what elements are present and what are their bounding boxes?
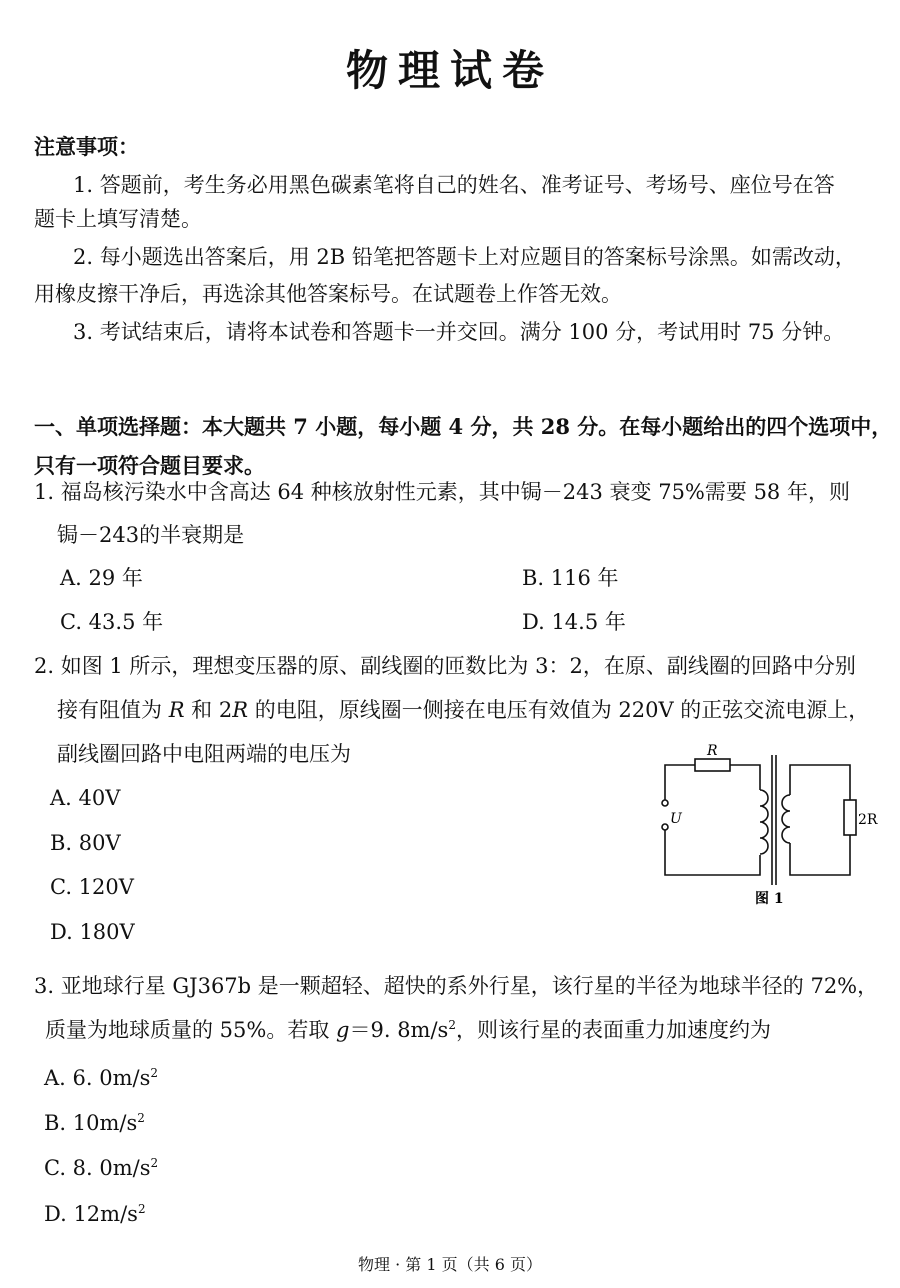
q3-option-c [44,1154,158,1182]
q3-option-b [44,1109,145,1137]
q3-stem-line-1: 3. 亚地球行星 GJ367b 是一颗超轻、超快的系外行星，该行星的半径为地球半径的 72%， [34,974,879,998]
q2-stem-line-3: 副线圈回路中电阻两端的电压为 [57,742,351,766]
q2-line-2-part-c: 的电阻，原线圈一侧接在电压有效值为 220V 的正弦交流电源上， [248,698,870,722]
q3-option-a-sup: 2 [150,1066,158,1080]
q2-stem-line-1: 2. 如图 1 所示，理想变压器的原、副线圈的匝数比为 3：2，在原、副线圈的回路中分别 [34,654,856,678]
q3-option-d [44,1200,146,1228]
note-1-line-1: 1. 答题前，考生务必用黑色碳素笔将自己的姓名、准考证号、考场号、座位号在答 [73,173,835,197]
q3-option-d-text: D. 12m/s [44,1202,138,1226]
section-1-heading-line-1: 一、单项选择题：本大题共 7 小题，每小题 4 分，共 28 分。在每小题给出的四个选项中， [34,414,893,439]
q2-line-2-part-b: 和 2 [184,698,233,722]
q1-option-b: B. 116 年 [522,566,619,590]
q2-option-b: B. 80V [50,831,121,855]
section-1-heading-line-2: 只有一项符合题目要求。 [34,453,265,478]
q3-line-2-part-b: ＝9. 8m/s [349,1018,449,1042]
q3-option-b-text: B. 10m/s [44,1111,138,1135]
note-2-line-2: 用橡皮擦干净后，再选涂其他答案标号。在试题卷上作答无效。 [34,282,622,306]
figure-label-r: R [707,743,718,759]
q2-option-a: A. 40V [50,786,121,810]
q2-line-2-part-a: 接有阻值为 [57,698,169,722]
page-title: 物理试卷 [345,46,554,95]
q3-superscript: 2 [448,1018,456,1032]
q3-stem-line-2 [45,1016,771,1044]
q3-line-2-part-a: 质量为地球质量的 55%。若取 [45,1018,337,1042]
q3-option-b-sup: 2 [137,1111,145,1125]
q3-option-c-text: C. 8. 0m/s [44,1156,151,1180]
q1-option-a: A. 29 年 [60,566,143,590]
q1-option-c: C. 43.5 年 [60,610,164,634]
figure-caption: 图 1 [755,891,784,907]
q2-option-d: D. 180V [50,920,135,944]
figure-label-2r: 2R [858,812,878,828]
note-2-line-1: 2. 每小题选出答案后，用 2B 铅笔把答题卡上对应题目的答案标号涂黑。如需改动， [73,245,856,269]
q3-option-a-text: A. 6. 0m/s [44,1066,151,1090]
transformer-circuit-diagram [650,735,890,915]
q3-line-2-part-c: ，则该行星的表面重力加速度约为 [455,1018,771,1042]
q3-option-c-sup: 2 [150,1156,159,1170]
q1-stem-line-1: 1. 福岛核污染水中含高达 64 种核放射性元素，其中锔－243 衰变 75%需要 58 年，则 [34,480,850,504]
q3-option-a [44,1064,158,1092]
page-footer: 物理 · 第 1 页（共 6 页） [358,1255,542,1274]
q2-symbol-r: R [168,698,185,722]
figure-label-u: U [670,811,682,827]
notes-heading: 注意事项： [34,134,139,159]
q3-symbol-g: g [336,1018,350,1042]
q2-stem-line-2 [57,696,869,724]
q2-option-c: C. 120V [50,875,134,899]
q1-option-d: D. 14.5 年 [522,610,626,634]
q2-symbol-r2: R [232,698,249,722]
q1-stem-line-2: 锔－243的半衰期是 [57,523,245,547]
note-1-line-2: 题卡上填写清楚。 [34,207,202,231]
q3-option-d-sup: 2 [137,1202,146,1216]
note-3-line-1: 3. 考试结束后，请将本试卷和答题卡一并交回。满分 100 分，考试用时 75 分钟。 [73,320,845,344]
